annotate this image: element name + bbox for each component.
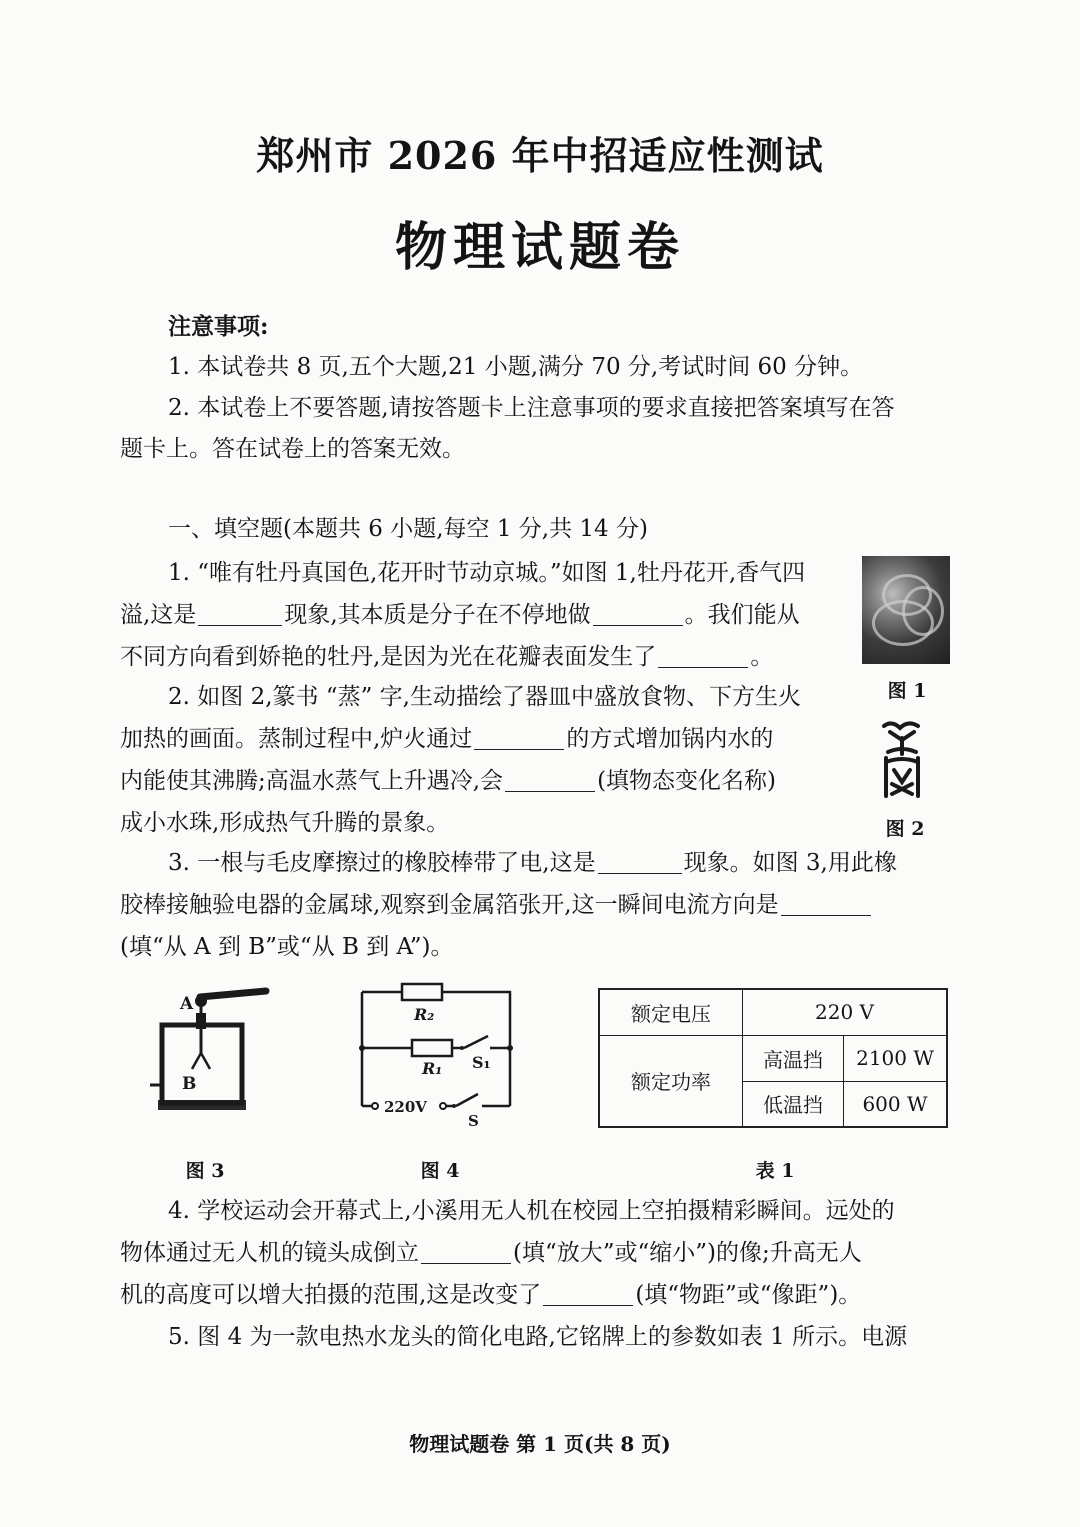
q4-text: (填“物距”或“像距”)。 bbox=[635, 1282, 862, 1308]
switch-s1-label: S₁ bbox=[472, 1053, 491, 1072]
q2-text: 内能使其沸腾;高温水蒸气上升遇冷,会 bbox=[120, 768, 504, 794]
q3-text: 3. 一根与毛皮摩擦过的橡胶棒带了电,这是 bbox=[168, 850, 596, 876]
q1-text: 。 bbox=[750, 644, 774, 670]
q4-text: 机的高度可以增大拍摄的范围,这是改变了 bbox=[120, 1282, 542, 1308]
figure-1-caption: 图 1 bbox=[887, 680, 927, 702]
table-1-caption: 表 1 bbox=[755, 1160, 795, 1182]
q4-line-2 bbox=[120, 1232, 950, 1274]
exam-title: 郑州市 2026 年中招适应性测试 bbox=[256, 133, 824, 178]
switch-s-label: S bbox=[468, 1112, 479, 1128]
q3-line-3: (填“从 A 到 B”或“从 B 到 A”)。 bbox=[120, 934, 454, 960]
page-footer: 物理试题卷 第 1 页(共 8 页) bbox=[409, 1432, 671, 1456]
peony-photo bbox=[862, 556, 950, 664]
notice-item-1: 1. 本试卷共 8 页,五个大题,21 小题,满分 70 分,考试时间 60 分钟。 bbox=[168, 354, 864, 380]
answer-blank bbox=[198, 599, 282, 626]
q1-text: 不同方向看到娇艳的牡丹,是因为光在花瓣表面发生了 bbox=[120, 644, 657, 670]
q1-line-3 bbox=[120, 636, 950, 678]
q3-text: 现象。如图 3,用此橡 bbox=[683, 850, 897, 876]
q2-line-4: 成小水珠,形成热气升腾的景象。 bbox=[120, 810, 450, 836]
rated-voltage-value: 220 V bbox=[743, 989, 948, 1035]
q2-text: 的方式增加锅内水的 bbox=[566, 726, 774, 752]
q2-text: (填物态变化名称) bbox=[597, 768, 777, 794]
q2-text: 加热的画面。蒸制过程中,炉火通过 bbox=[120, 726, 473, 752]
resistor-r2-label: R₂ bbox=[414, 1005, 435, 1024]
q2-line-3 bbox=[120, 760, 950, 802]
q1-text: 溢,这是 bbox=[120, 602, 197, 628]
q4-line-3 bbox=[120, 1274, 950, 1316]
high-setting-value: 2100 W bbox=[844, 1035, 948, 1081]
q3-text: 胶棒接触验电器的金属球,观察到金属箔张开,这一瞬间电流方向是 bbox=[120, 892, 779, 918]
rated-voltage-label: 额定电压 bbox=[599, 989, 743, 1035]
answer-blank bbox=[505, 765, 595, 792]
answer-blank bbox=[421, 1237, 511, 1264]
q5-line-1: 5. 图 4 为一款电热水龙头的简化电路,它铭牌上的参数如表 1 所示。电源 bbox=[168, 1324, 908, 1350]
electroscope-figure bbox=[148, 985, 273, 1120]
electroscope-label-b: B bbox=[182, 1074, 197, 1094]
q4-text: 物体通过无人机的镜头成倒立 bbox=[120, 1240, 419, 1266]
figure-3-caption: 图 3 bbox=[185, 1160, 225, 1182]
q1-text: 。我们能从 bbox=[684, 602, 800, 628]
seal-script-character bbox=[872, 718, 932, 804]
notice-item-2: 2. 本试卷上不要答题,请按答题卡上注意事项的要求直接把答案填写在答 bbox=[168, 395, 895, 421]
electroscope-label-a: A bbox=[180, 994, 194, 1014]
q3-line-1 bbox=[168, 842, 998, 884]
figure-2-caption: 图 2 bbox=[885, 818, 925, 840]
q2-line-2 bbox=[120, 718, 950, 760]
answer-blank bbox=[543, 1279, 633, 1306]
figure-4-caption: 图 4 bbox=[420, 1160, 460, 1182]
q1-text: 现象,其本质是分子在不停地做 bbox=[284, 602, 591, 628]
q2-line-1: 2. 如图 2,篆书 “蒸” 字,生动描绘了器皿中盛放食物、下方生火 bbox=[168, 684, 801, 710]
resistor-r1-label: R₁ bbox=[422, 1059, 443, 1078]
q4-line-1: 4. 学校运动会开幕式上,小溪用无人机在校园上空拍摄精彩瞬间。远处的 bbox=[168, 1198, 895, 1224]
voltage-label: 220V bbox=[384, 1098, 427, 1116]
answer-blank bbox=[598, 847, 682, 874]
notice-item-2-cont: 题卡上。答在试卷上的答案无效。 bbox=[120, 436, 465, 462]
high-setting-label: 高温挡 bbox=[743, 1035, 844, 1081]
paper-title: 物理试题卷 bbox=[394, 217, 685, 278]
q1-line-1: 1. “唯有牡丹真国色,花开时节动京城。”如图 1,牡丹花开,香气四 bbox=[168, 560, 806, 586]
low-setting-label: 低温挡 bbox=[743, 1081, 844, 1127]
rating-table bbox=[598, 988, 948, 1128]
q3-line-2 bbox=[120, 884, 950, 926]
q1-line-2 bbox=[120, 594, 950, 636]
answer-blank bbox=[658, 641, 748, 668]
section-title: 一、填空题(本题共 6 小题,每空 1 分,共 14 分) bbox=[168, 516, 648, 542]
low-setting-value: 600 W bbox=[844, 1081, 948, 1127]
rated-power-label: 额定功率 bbox=[599, 1035, 743, 1127]
answer-blank bbox=[474, 723, 564, 750]
answer-blank bbox=[593, 599, 683, 626]
answer-blank bbox=[781, 889, 871, 916]
circuit-diagram bbox=[350, 978, 520, 1128]
q4-text: (填“放大”或“缩小”)的像;升高无人 bbox=[513, 1240, 862, 1266]
notice-heading: 注意事项: bbox=[168, 313, 269, 340]
